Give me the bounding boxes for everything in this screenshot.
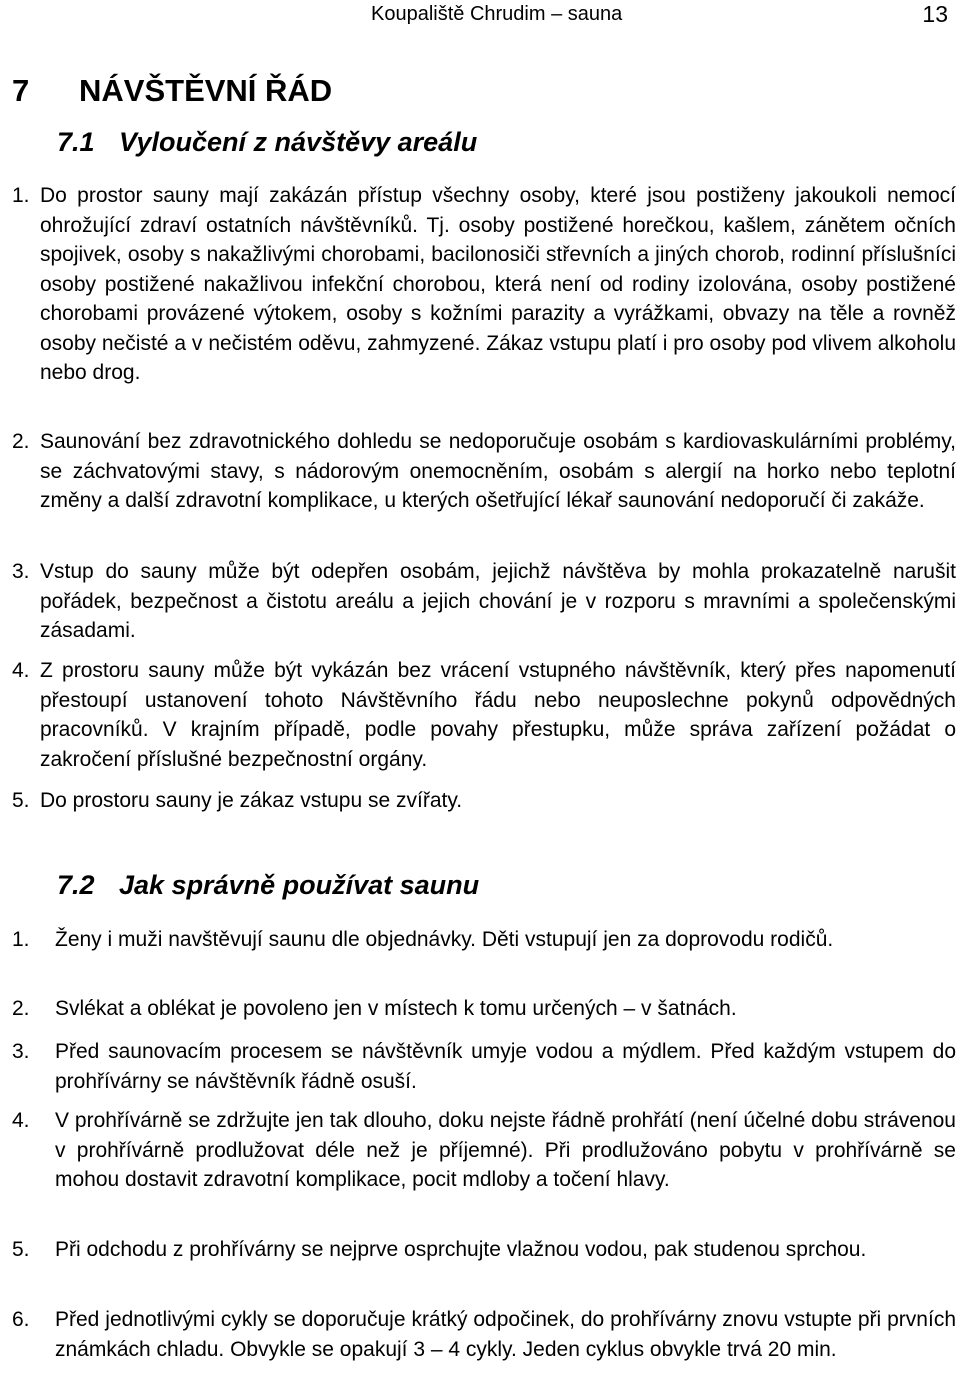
section-number: 7.2 (57, 870, 95, 900)
list-item (12, 925, 956, 955)
header-title: Koupaliště Chrudim – sauna (371, 3, 623, 25)
list-item-number: 1. (12, 928, 30, 951)
list-item-text: Svlékat a oblékat je povoleno jen v místech k tomu určených – v šatnách. (55, 997, 737, 1020)
list-item-text: Před jednotlivými cykly se doporučuje krátký odpočinek, do prohřívárny znovu vstupte při prvních známkách chladu. Obvykle se opakují 3 – 4 cykly. Jeden cyklus obvykle trvá 20 min. (55, 1308, 956, 1361)
list-item (12, 994, 956, 1024)
chapter-title: NÁVŠTĚVNÍ ŘÁD (79, 73, 333, 108)
list-item (12, 1235, 956, 1265)
chapter-number: 7 (12, 73, 30, 108)
list-item-text: V prohřívárně se zdržujte jen tak dlouho, doku nejste řádně prohřátí (není účelné dobu strávenou v prohřívárně prodlužovat déle než je příjemné). Při prodlužováno pobytu v prohřívárně se mohou dostavit zdravotní komplikace, pocit mdloby a točení hlavy. (55, 1109, 956, 1191)
list-item (12, 1305, 956, 1364)
list-item-text: Ženy i muži navštěvují saunu dle objednávky. Děti vstupují jen za doprovodu rodičů. (55, 928, 834, 951)
list-item-number: 3. (12, 1040, 30, 1063)
list-item-number: 2. (12, 997, 30, 1020)
page-number: 13 (922, 1, 948, 27)
list-item-number: 6. (12, 1308, 30, 1331)
list-item-number: 4. (12, 1109, 30, 1132)
list-item-number: 3. (12, 560, 30, 583)
list-item-text: Do prostoru sauny je zákaz vstupu se zvířaty. (40, 789, 463, 812)
section-heading-7-2 (57, 870, 479, 901)
section-title: Jak správně používat saunu (119, 870, 480, 900)
list-item-number: 5. (12, 789, 30, 812)
list-item-number: 1. (12, 184, 30, 207)
list-item (12, 427, 956, 516)
list-item-text: Před saunovacím procesem se návštěvník umyje vodou a mýdlem. Před každým vstupem do prohřívárny se návštěvník řádně osuší. (55, 1040, 956, 1093)
page-header (0, 0, 960, 30)
list-item (12, 181, 956, 388)
list-item-text: Při odchodu z prohřívárny se nejprve osprchujte vlažnou vodou, pak studenou sprchou. (55, 1238, 867, 1261)
list-item-number: 2. (12, 430, 30, 453)
list-item (12, 1106, 956, 1195)
list-item-text: Saunování bez zdravotnického dohledu se nedoporučuje osobám s kardiovaskulárními problémy, se záchvatovými stavy, s nádorovým onemocněním, osobám s alergií na horko nebo teplotní změny a další zdravotní komplikace, u kterých ošetřující lékař saunování nedoporučí či zakáže. (40, 430, 956, 512)
section-number: 7.1 (57, 127, 95, 157)
list-item-text: Z prostoru sauny může být vykázán bez vrácení vstupného návštěvník, který přes napomenutí přestoupí ustanovení tohoto Návštěvního řádu nebo neuposlechne pokynů odpovědných pracovníků. V krajním případě, podle povahy přestupku, může správa zařízení požádat o zakročení příslušné bezpečnostní orgány. (40, 659, 956, 771)
list-item (12, 557, 956, 646)
list-item (12, 1037, 956, 1096)
list-item-text: Vstup do sauny může být odepřen osobám, jejichž návštěva by mohla prokazatelně narušit pořádek, bezpečnost a čistotu areálu a jejich chování je v rozporu s mravními a společenskými zásadami. (40, 560, 956, 642)
section-title: Vyloučení z návštěvy areálu (119, 127, 478, 157)
chapter-heading (12, 73, 332, 109)
list-item (12, 786, 956, 816)
list-item (12, 656, 956, 774)
list-item-text: Do prostor sauny mají zakázán přístup všechny osoby, které jsou postiženy jakoukoli nemocí ohrožující zdraví ostatních návštěvníků. Tj. osoby postižené horečkou, kašlem, zánětem očních spojivek, osoby s nakažlivými chorobami, bacilonosiči střevních a jiných chorob, rodinní příslušníci osoby postižené nakažlivou infekční chorobou, která není od rodiny izolována, osoby postižené chorobami provázené výtokem, osoby s kožními parazity a vyrážkami, obvazy na těle a rovněž osoby nečisté a v nečistém oděvu, zahmyzené. Zákaz vstupu platí i pro osoby pod vlivem alkoholu nebo drog. (40, 184, 956, 384)
section-heading-7-1 (57, 127, 477, 158)
list-item-number: 4. (12, 659, 30, 682)
list-item-number: 5. (12, 1238, 30, 1261)
